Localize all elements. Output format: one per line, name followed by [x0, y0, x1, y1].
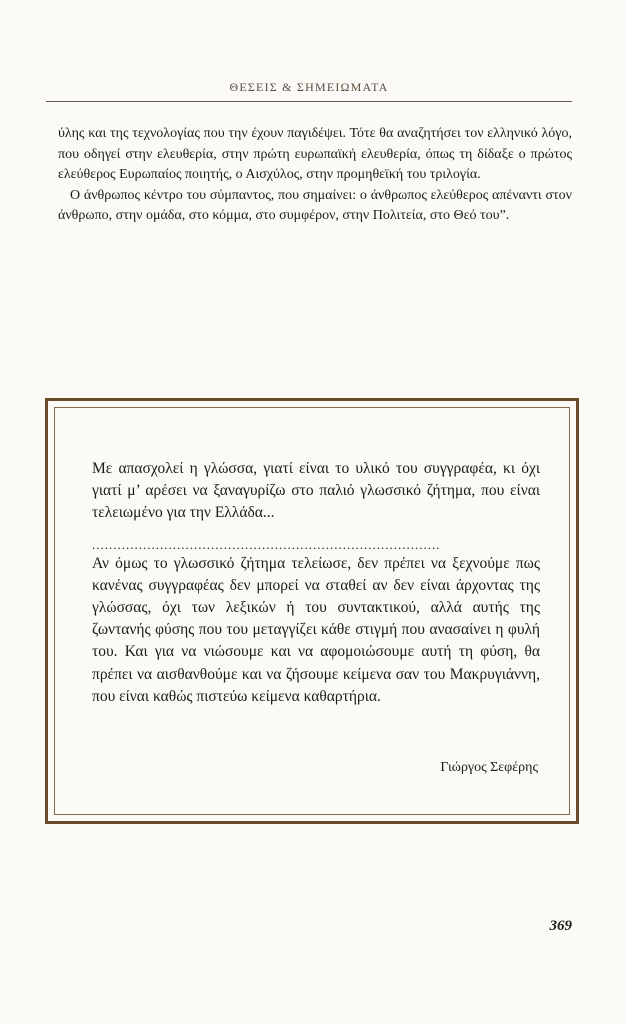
running-head: ΘΕΣΕΙΣ & ΣΗΜΕΙΩΜΑΤΑ — [229, 80, 389, 94]
quote-paragraph: Αν όμως το γλωσσικό ζήτημα τελείωσε, δεν πρέπει να ξεχνούμε πως κανένας συγγραφέας δεν μπορεί να σταθεί αν δεν είναι άρχοντας της γλώσσας, όχι των λεξικών ή του συντακτικού, αλλά αυτής της ζωντανής φύσης που του μεταγγίζει κάθε στιγμή που ανασαίνει η φυλή του. Και για να νιώσουμε και να αφομοιώσουμε αυτή τη φύση, θα πρέπει να αισθανθούμε και να ζήσουμε κείμενα σαν του Μακρυγιάννη, που είναι καθώς πιστεύω κείμενα καθαρτήρια. — [92, 554, 540, 705]
quote-ellipsis: .................................................................................. — [92, 536, 441, 552]
body-text — [58, 124, 572, 227]
quote-paragraph: Με απασχολεί η γλώσσα, γιατί είναι το υλικό του συγγραφέα, κι όχι γιατί μ’ αρέσει να ξαναγυρίζω στο παλιό γλωσσικό ζήτημα, που είναι τελειωμένο για την Ελλάδα... — [92, 460, 540, 522]
body-paragraph: Ο άνθρωπος κέντρο του σύμπαντος, που σημαίνει: ο άνθρωπος ελεύθερος απέναντι στον άνθρωπο, στην ομάδα, στο κόμμα, στο συμφέρον, στην Πολιτεία, στο Θεό του”. — [58, 187, 572, 223]
quote-author: Γιώργος Σεφέρης — [440, 760, 538, 775]
header-rule — [46, 101, 572, 102]
page-number: 369 — [549, 918, 572, 934]
quote-block — [92, 458, 540, 708]
body-paragraph: ύλης και της τεχνολογίας που την έχουν παγιδέψει. Τότε θα αναζητήσει τον ελληνικό λόγο, που οδηγεί στην ελευθερία, στην πρώτη ευρωπαϊκή ελευθερία, όπως τη δίδαξε ο πρώτος ελεύθερος Ευρωπαίος ποιητής, ο Αισχύλος, στην προμηθεϊκή του τριλογία. — [58, 126, 572, 182]
